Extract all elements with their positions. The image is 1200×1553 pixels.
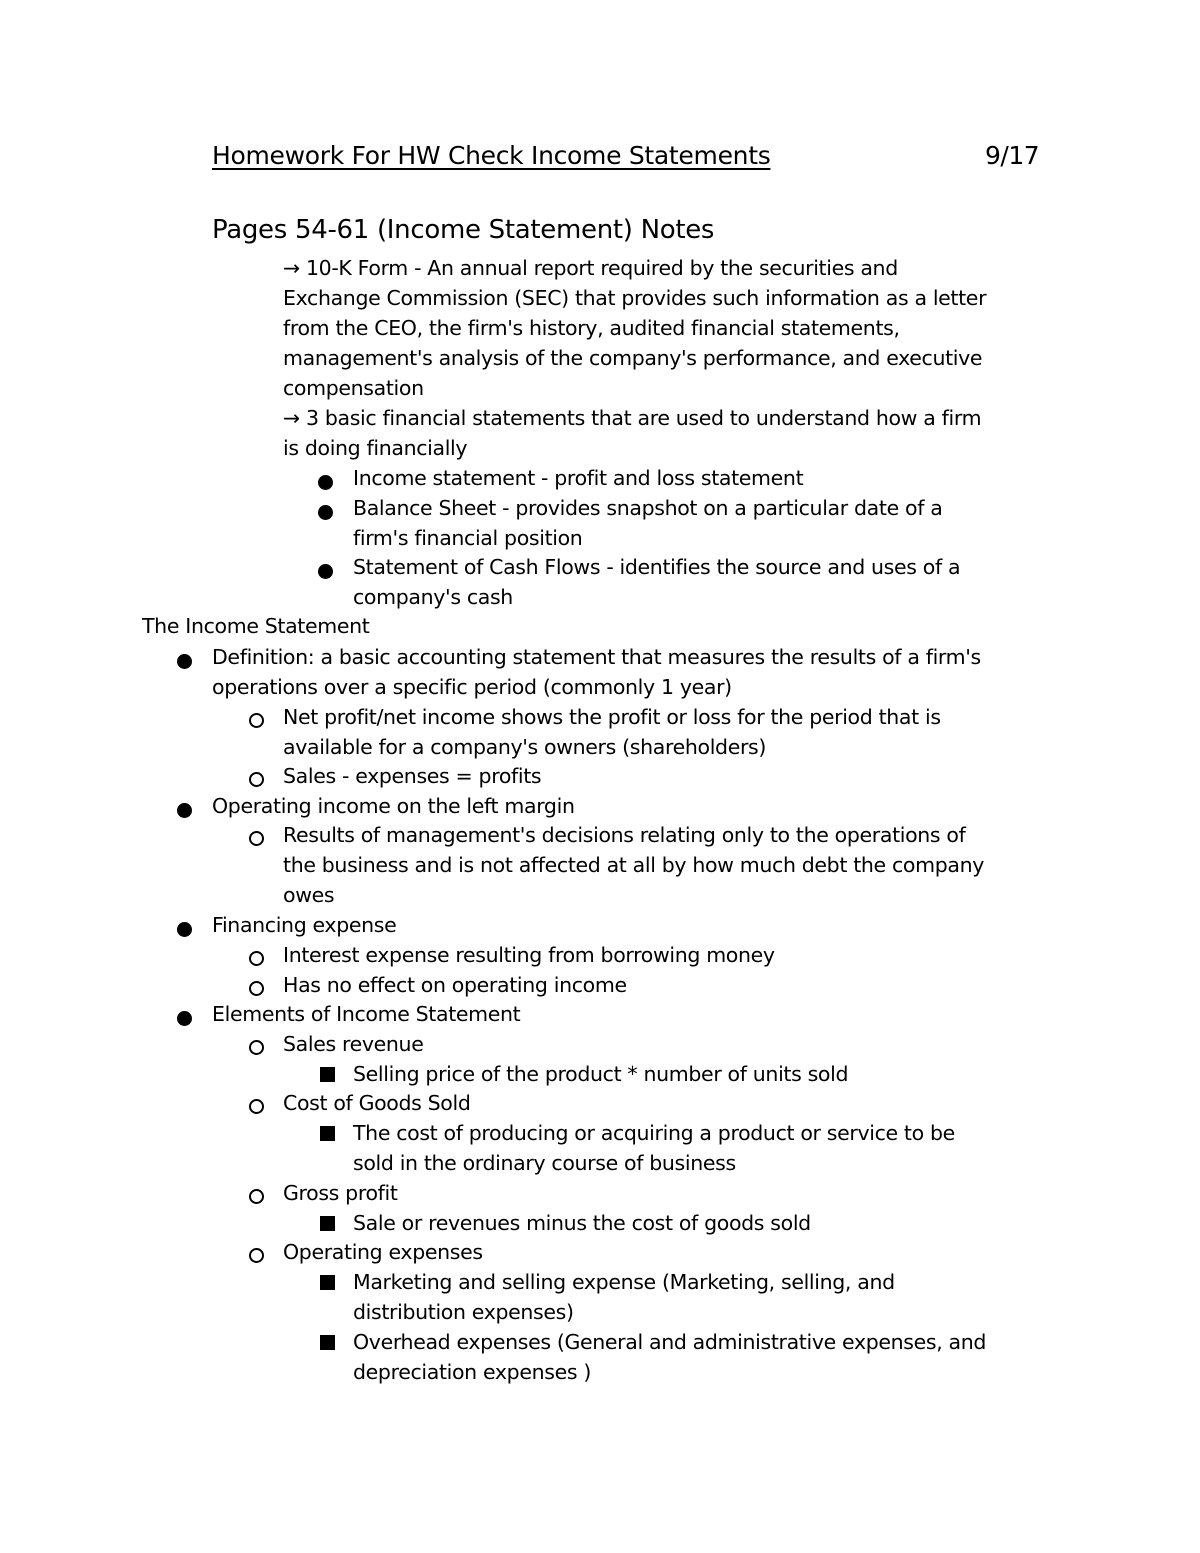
list-item: owes xyxy=(283,883,335,907)
square-bullet-icon xyxy=(320,1126,335,1141)
bullet-icon xyxy=(318,564,333,579)
list-item: Overhead expenses (General and administrative expenses, and xyxy=(353,1330,987,1354)
square-bullet-icon xyxy=(320,1335,335,1350)
page-date: 9/17 xyxy=(985,141,1040,170)
bullet-icon xyxy=(177,922,192,937)
list-item: Marketing and selling expense (Marketing, selling, and xyxy=(353,1270,895,1294)
section-heading-pages: Pages 54-61 (Income Statement) Notes xyxy=(212,215,715,245)
circle-bullet-icon xyxy=(249,713,264,728)
note-line: is doing financially xyxy=(283,436,468,460)
list-item: Sales - expenses = profits xyxy=(283,764,542,788)
list-item: Operating income on the left margin xyxy=(212,794,575,818)
list-item: Definition: a basic accounting statement that measures the results of a firm's xyxy=(212,645,981,669)
circle-bullet-icon xyxy=(249,1189,264,1204)
list-item: depreciation expenses ) xyxy=(353,1360,591,1384)
note-line: management's analysis of the company's performance, and executive xyxy=(283,346,983,370)
list-item: Statement of Cash Flows - identifies the source and uses of a xyxy=(353,555,961,579)
list-item: Income statement - profit and loss statement xyxy=(353,466,804,490)
list-item: Cost of Goods Sold xyxy=(283,1091,471,1115)
circle-bullet-icon xyxy=(249,1040,264,1055)
list-item: Interest expense resulting from borrowing money xyxy=(283,943,775,967)
list-item: Net profit/net income shows the profit or loss for the period that is xyxy=(283,705,941,729)
list-item: available for a company's owners (shareholders) xyxy=(283,735,767,759)
note-line: → 10-K Form - An annual report required by the securities and xyxy=(283,256,898,280)
list-item: sold in the ordinary course of business xyxy=(353,1151,736,1175)
note-line: Exchange Commission (SEC) that provides such information as a letter xyxy=(283,286,987,310)
circle-bullet-icon xyxy=(249,981,264,996)
list-item: firm's financial position xyxy=(353,526,583,550)
list-item: the business and is not affected at all by how much debt the company xyxy=(283,853,984,877)
list-item: Financing expense xyxy=(212,913,397,937)
list-item: Balance Sheet - provides snapshot on a particular date of a xyxy=(353,496,943,520)
page-title: Homework For HW Check Income Statements xyxy=(212,141,771,170)
list-item: Selling price of the product * number of units sold xyxy=(353,1062,849,1086)
list-item: company's cash xyxy=(353,585,513,609)
note-line: from the CEO, the firm's history, audited financial statements, xyxy=(283,316,900,340)
note-line: → 3 basic financial statements that are used to understand how a firm xyxy=(283,406,982,430)
list-item: operations over a specific period (commonly 1 year) xyxy=(212,675,732,699)
list-item: distribution expenses) xyxy=(353,1300,574,1324)
circle-bullet-icon xyxy=(249,1248,264,1263)
list-item: Operating expenses xyxy=(283,1240,483,1264)
circle-bullet-icon xyxy=(249,951,264,966)
list-item: Sale or revenues minus the cost of goods sold xyxy=(353,1211,811,1235)
bullet-icon xyxy=(177,654,192,669)
list-item: Elements of Income Statement xyxy=(212,1002,521,1026)
bullet-icon xyxy=(177,803,192,818)
list-item: Gross profit xyxy=(283,1181,398,1205)
square-bullet-icon xyxy=(320,1216,335,1231)
bullet-icon xyxy=(177,1011,192,1026)
list-item: Sales revenue xyxy=(283,1032,424,1056)
square-bullet-icon xyxy=(320,1067,335,1082)
circle-bullet-icon xyxy=(249,1099,264,1114)
square-bullet-icon xyxy=(320,1275,335,1290)
list-item: Has no effect on operating income xyxy=(283,973,627,997)
list-item: Results of management's decisions relating only to the operations of xyxy=(283,823,966,847)
list-item: The cost of producing or acquiring a product or service to be xyxy=(353,1121,955,1145)
bullet-icon xyxy=(318,505,333,520)
circle-bullet-icon xyxy=(249,831,264,846)
circle-bullet-icon xyxy=(249,772,264,787)
bullet-icon xyxy=(318,475,333,490)
section-heading-income-statement: The Income Statement xyxy=(142,614,370,638)
note-line: compensation xyxy=(283,376,424,400)
